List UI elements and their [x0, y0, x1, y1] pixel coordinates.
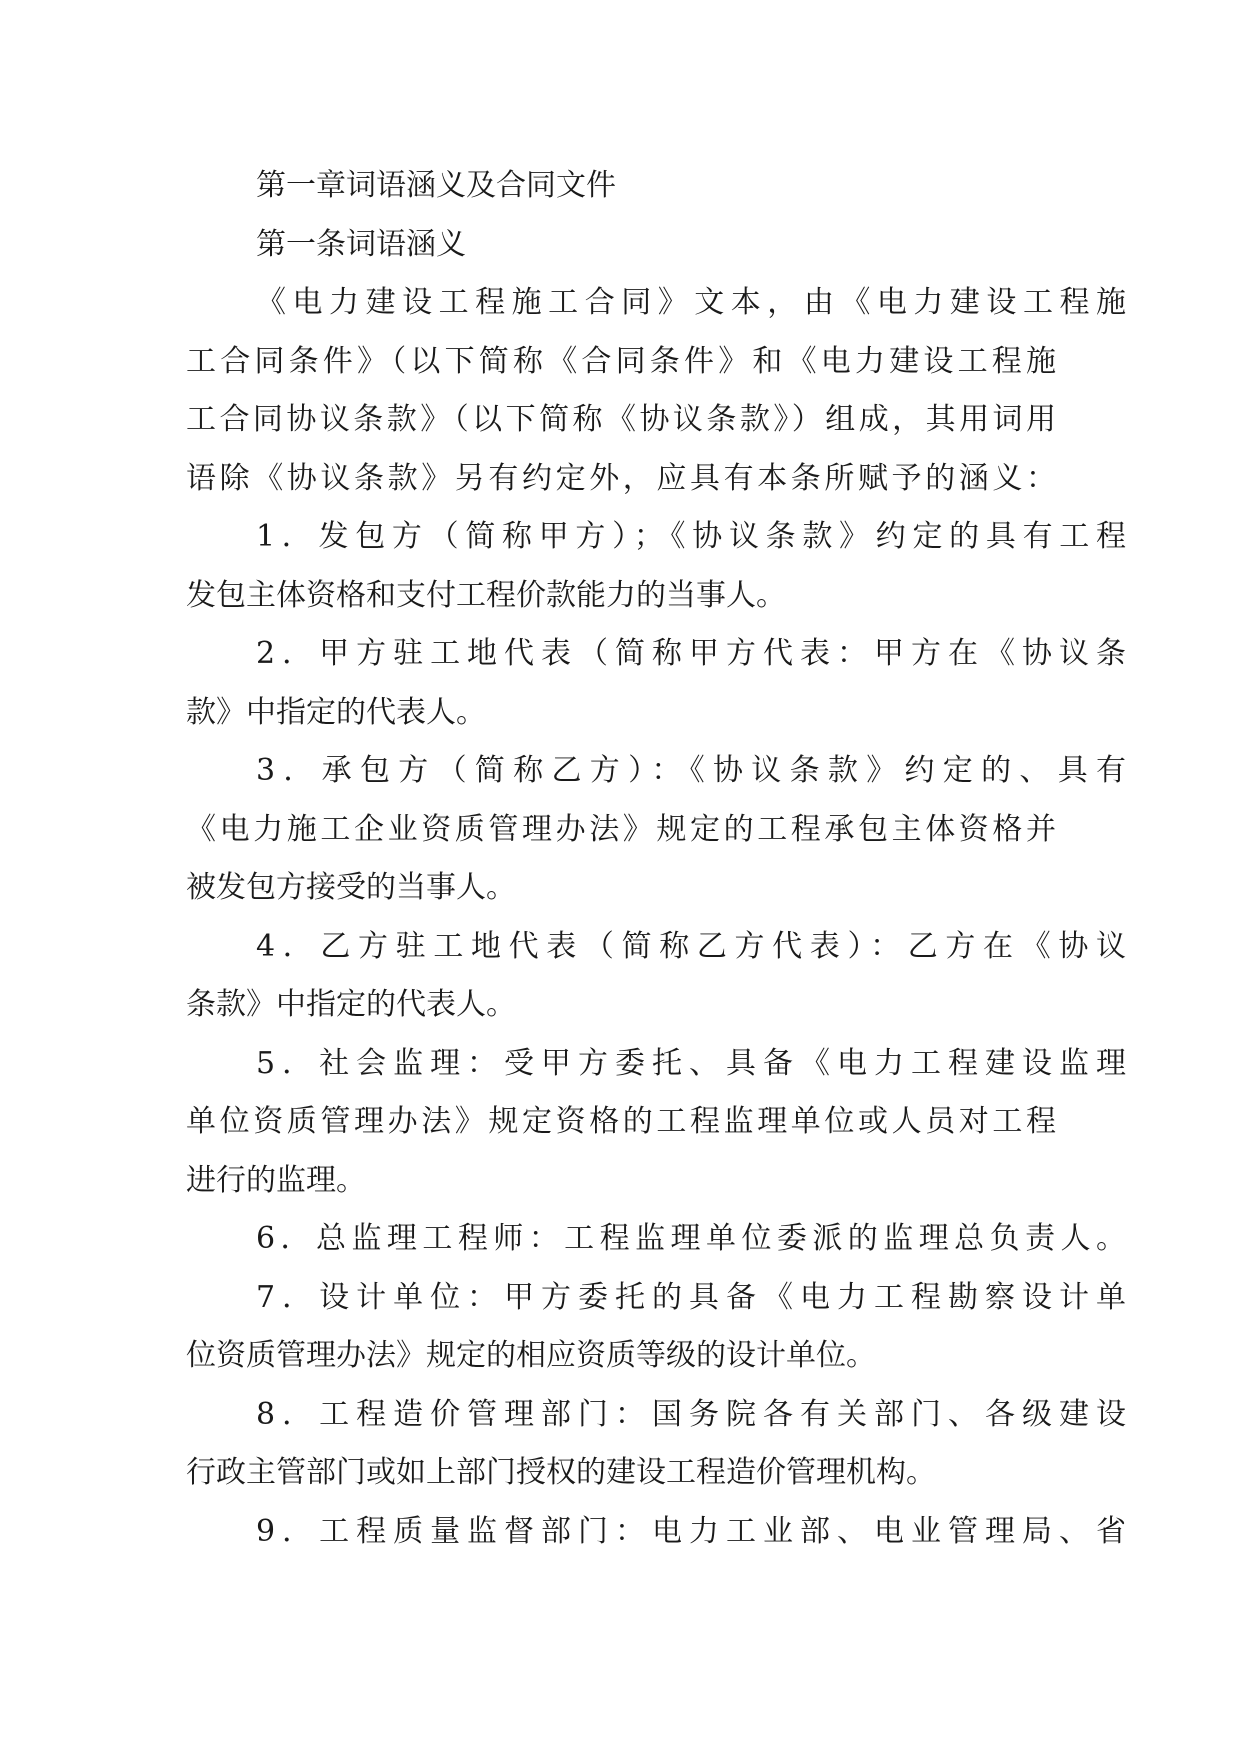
- item-7-line-2: 位资质管理办法》规定的相应资质等级的设计单位。: [186, 1338, 876, 1373]
- item-1-line-1: 1．发包方（简称甲方）；《协议条款》约定的具有工程: [256, 519, 1126, 554]
- intro-line-4: 语除《协议条款》另有约定外，应具有本条所赋予的涵义：: [186, 460, 1056, 496]
- item-3-line-3: 被发包方接受的当事人。: [186, 870, 516, 905]
- item-2-line-2: 款》中指定的代表人。: [186, 694, 486, 730]
- document-body: [186, 157, 1126, 1561]
- item-5-line-3: 进行的监理。: [186, 1162, 366, 1198]
- item-5-line-2: 单位资质管理办法》规定资格的工程监理单位或人员对工程: [186, 1104, 1056, 1139]
- item-4-line-2: 条款》中指定的代表人。: [186, 987, 516, 1022]
- item-8-line-1: 8．工程造价管理部门：国务院各有关部门、各级建设: [256, 1396, 1126, 1432]
- item-2-line-1: 2．甲方驻工地代表（简称甲方代表：甲方在《协议条: [256, 636, 1126, 671]
- intro-line-1: 《电力建设工程施工合同》文本，由《电力建设工程施: [256, 285, 1126, 320]
- item-3-line-1: 3．承包方（简称乙方）：《协议条款》约定的、具有: [256, 753, 1126, 788]
- article-heading: 第一条词语涵义: [256, 226, 466, 262]
- chapter-heading: 第一章词语涵义及合同文件: [256, 168, 616, 203]
- item-7-line-1: 7．设计单位：甲方委托的具备《电力工程勘察设计单: [256, 1279, 1126, 1315]
- item-5-line-1: 5．社会监理：受甲方委托、具备《电力工程建设监理: [256, 1045, 1126, 1081]
- item-1-line-2: 发包主体资格和支付工程价款能力的当事人。: [186, 577, 786, 613]
- item-9-line-1: 9．工程质量监督部门：电力工业部、电业管理局、省: [256, 1513, 1126, 1549]
- intro-line-2: 工合同条件》（以下简称《合同条件》和《电力建设工程施: [186, 343, 1056, 379]
- item-8-line-2: 行政主管部门或如上部门授权的建设工程造价管理机构。: [186, 1455, 936, 1490]
- item-3-line-2: 《电力施工企业资质管理办法》规定的工程承包主体资格并: [186, 811, 1056, 847]
- intro-line-3: 工合同协议条款》（以下简称《协议条款》）组成，其用词用: [186, 402, 1056, 437]
- item-4-line-1: 4．乙方驻工地代表（简称乙方代表）：乙方在《协议: [256, 928, 1126, 964]
- item-6-line-1: 6．总监理工程师：工程监理单位委派的监理总负责人。: [256, 1221, 1126, 1256]
